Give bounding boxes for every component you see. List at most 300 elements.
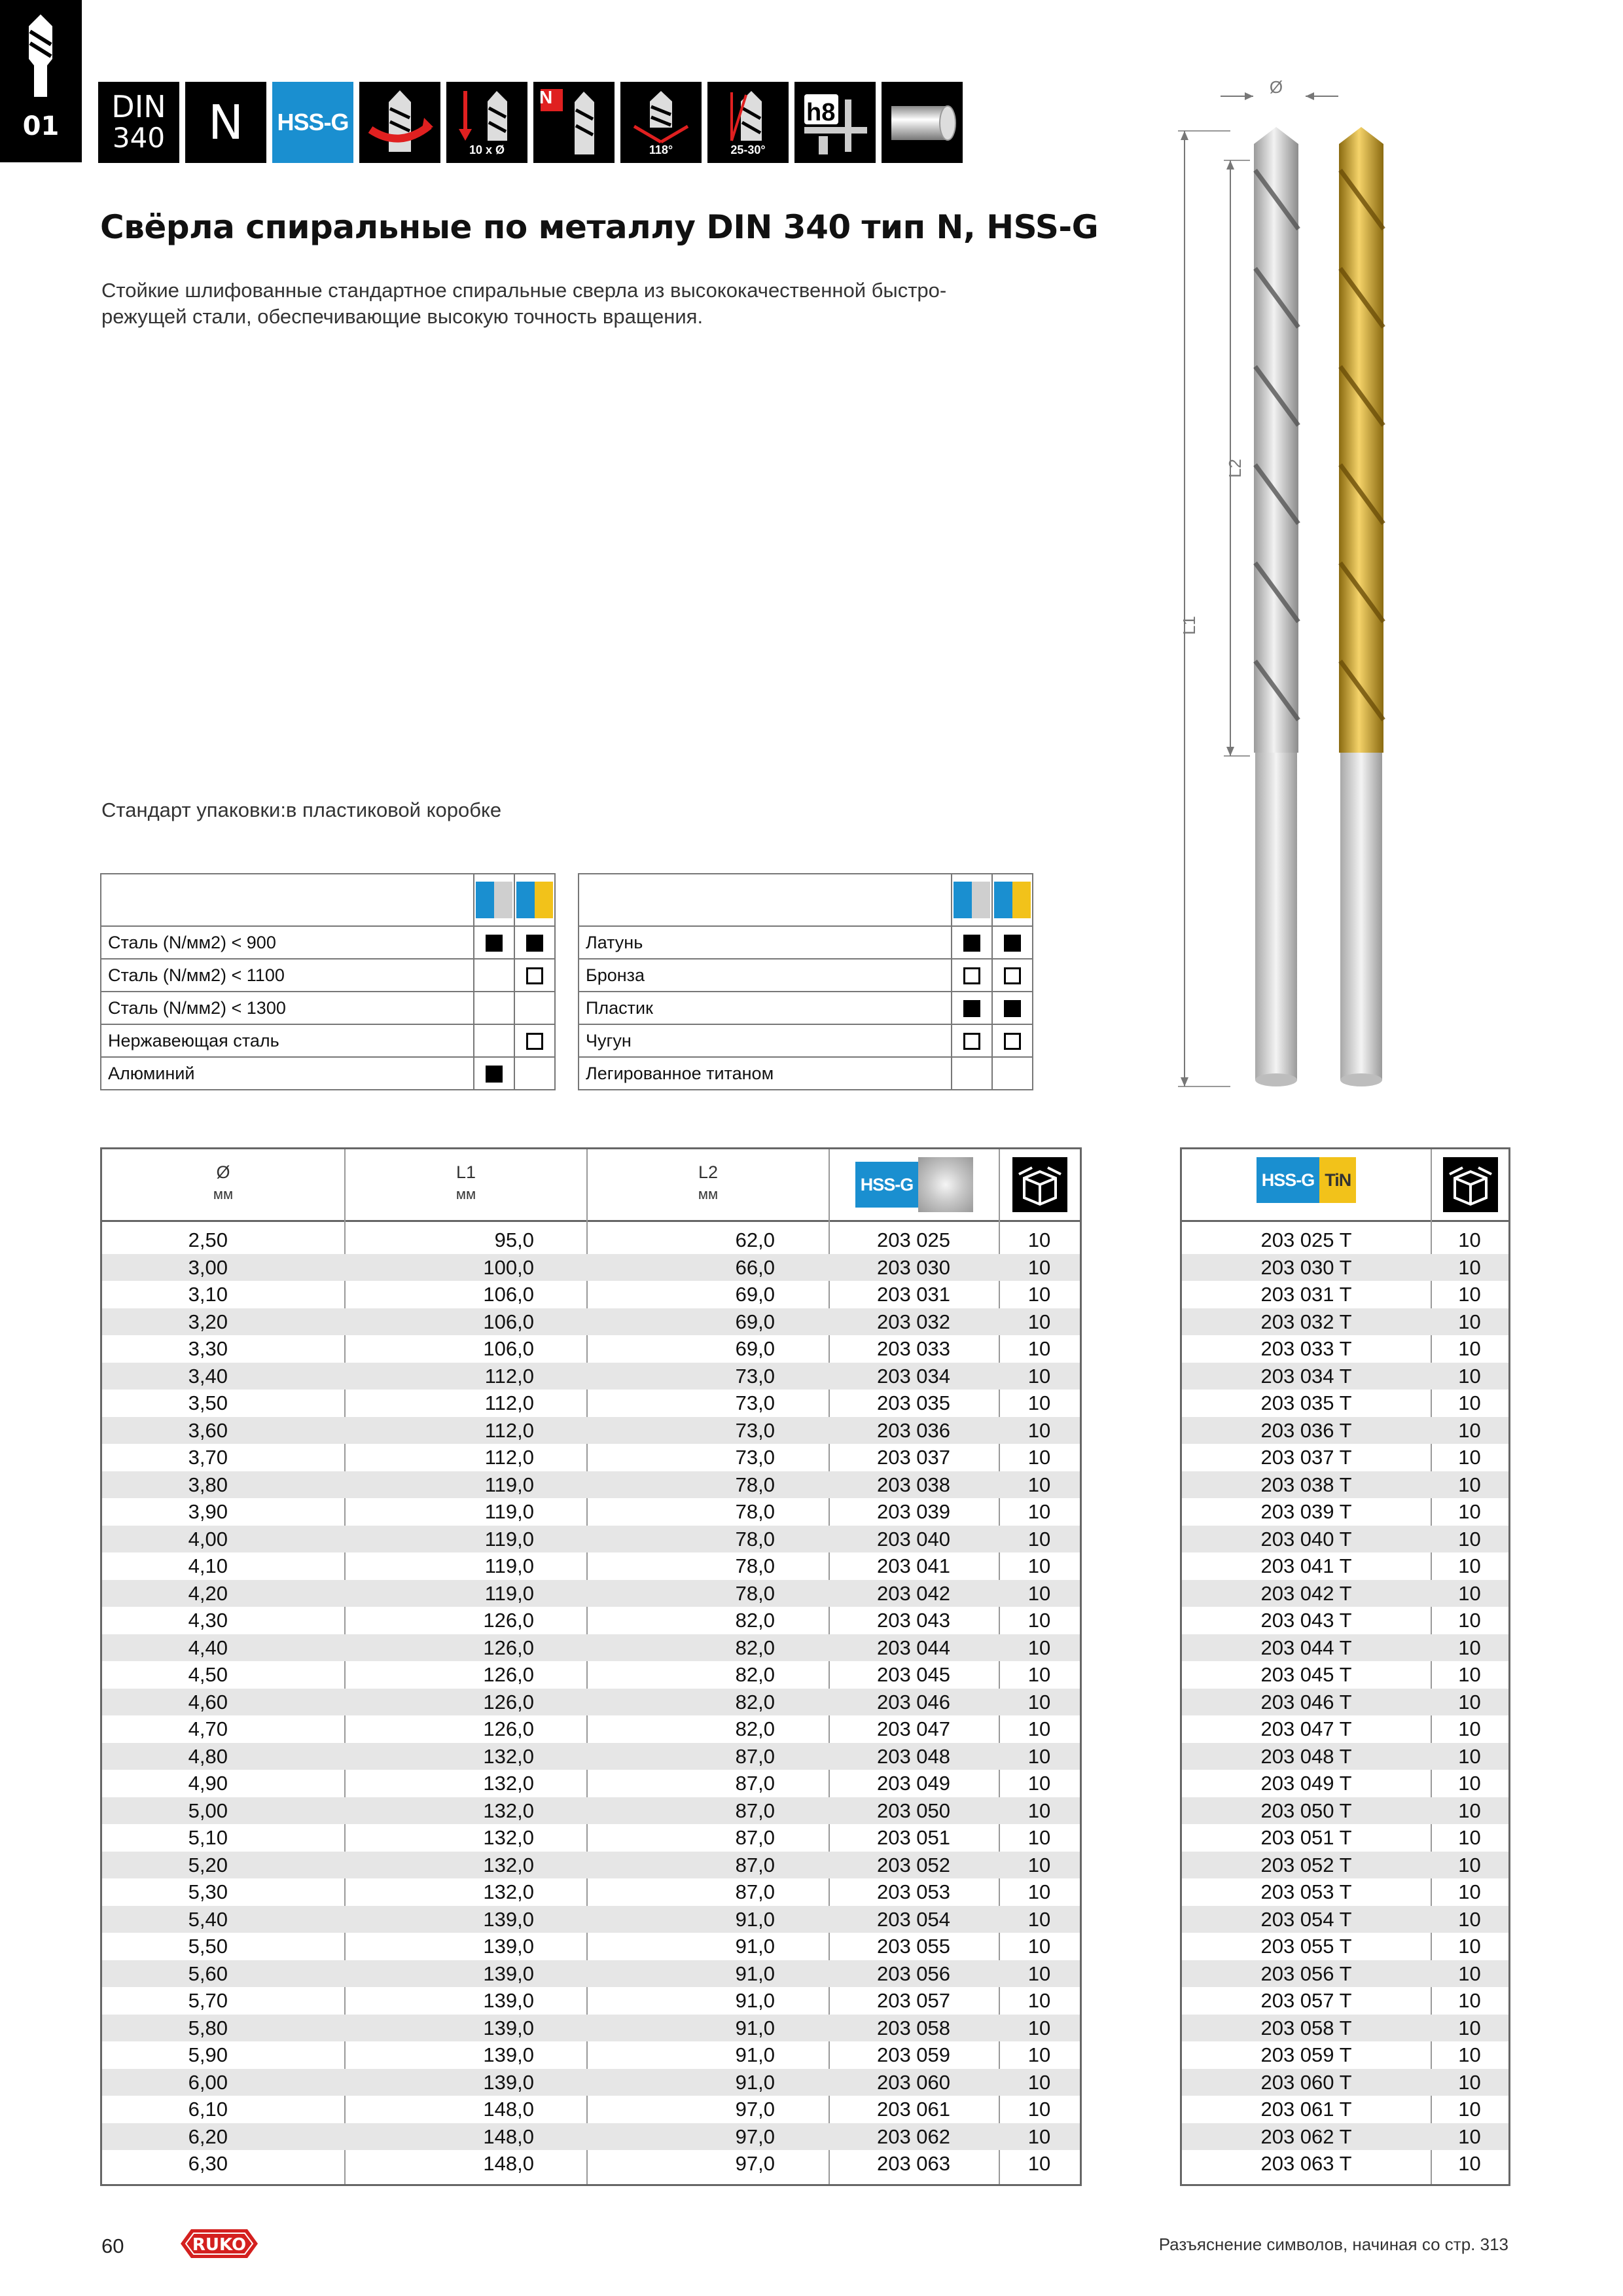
l1-cell: 126,0 [483,1690,534,1713]
l1-header-label: L1 [455,1162,476,1182]
l1-cell: 126,0 [483,1717,534,1740]
table-row [102,1308,1080,1336]
table-row [1182,1906,1508,1933]
suitable-mark [963,1033,980,1050]
qty-cell: 10 [1027,1364,1051,1388]
l1-cell: 119,0 [484,1473,534,1496]
article-cell: 203 037 [876,1446,951,1469]
tin-article-cell: 203 042 T [1260,1581,1352,1605]
article-cell: 203 040 [876,1527,951,1551]
diameter-cell: 3,20 [188,1310,228,1333]
tin-suitability-cell [992,959,1033,992]
l2-cell: 78,0 [735,1527,775,1551]
article-cell: 203 034 [876,1364,951,1388]
table-row [102,1824,1080,1852]
l1-header-unit: мм [455,1186,476,1202]
tin-article-cell: 203 035 T [1260,1391,1352,1414]
table-row [1182,1335,1508,1363]
table-row [1182,1227,1508,1254]
tin-swatch [994,882,1031,918]
table-row [102,1444,1080,1471]
qty-cell: 10 [1458,2016,1481,2039]
table-row [1182,1824,1508,1852]
tin-badge: TiN [1319,1157,1356,1203]
l1-cell: 139,0 [483,2070,534,2094]
point-angle-icon [620,82,702,163]
l1-cell: 95,0 [494,1229,534,1251]
article-cell: 203 032 [876,1310,951,1333]
material-name: Бронза [579,959,952,992]
l2-cell: 66,0 [735,1255,775,1279]
l1-cell: 132,0 [483,1772,534,1795]
hss-suitability-cell [474,959,514,992]
diameter-cell: 3,40 [188,1364,228,1388]
diameter-cell: 3,50 [188,1391,228,1414]
l2-cell: 91,0 [735,2043,775,2066]
recommended-mark [963,935,980,952]
tin-article-cell: 203 059 T [1260,2043,1352,2066]
l2-cell: 87,0 [735,1772,775,1795]
l2-cell: 82,0 [735,1690,775,1713]
table-row [102,1335,1080,1363]
table-row [102,1960,1080,1988]
qty-cell: 10 [1027,1772,1051,1795]
table-row [1182,1254,1508,1282]
table-row [102,1878,1080,1906]
diameter-cell: 3,30 [188,1337,228,1360]
qty-cell: 10 [1027,1554,1051,1577]
table-row [1182,1471,1508,1499]
hss-suitability-cell [952,992,992,1024]
diameter-cell: 3,90 [188,1500,228,1523]
table-row [1182,1634,1508,1662]
l2-header-unit: мм [698,1186,719,1202]
hss-g-column-header [829,1149,999,1220]
l1-cell: 132,0 [483,1880,534,1903]
tin-article-cell: 203 032 T [1260,1310,1352,1333]
suitable-mark [526,967,543,984]
article-cell: 203 031 [876,1283,951,1306]
din-number: 340 [112,122,166,154]
recommended-mark [1004,935,1021,952]
qty-cell: 10 [1027,1962,1051,1985]
helix-label: 25-30° [730,143,766,156]
l2-cell: 91,0 [735,2016,775,2039]
tin-article-cell: 203 040 T [1260,1527,1352,1551]
l2-label: L2 [1225,459,1245,478]
l2-cell: 87,0 [735,1826,775,1849]
l2-cell: 97,0 [735,2125,775,2148]
tin-article-cell: 203 052 T [1260,1853,1352,1876]
table-row [102,1743,1080,1770]
qty-cell: 10 [1027,1826,1051,1849]
table-row [102,1526,1080,1553]
diameter-cell: 4,30 [188,1609,228,1632]
table-row [102,1715,1080,1743]
table-row [1182,1390,1508,1417]
table-row [1182,1743,1508,1770]
tin-article-cell: 203 037 T [1260,1446,1352,1469]
qty-cell: 10 [1458,1962,1481,1985]
tin-article-cell: 203 050 T [1260,1799,1352,1822]
material-name: Легированное титаном [579,1057,952,1090]
article-cell: 203 059 [876,2043,951,2066]
qty-cell: 10 [1458,1853,1481,1876]
article-cell: 203 060 [876,2070,951,2094]
description-line-2: режущей стали, обеспечивающие высокую точность вращения. [101,305,704,328]
table-row [102,1498,1080,1526]
l2-cell: 87,0 [735,1880,775,1903]
article-cell: 203 063 [876,2152,951,2175]
tin-article-cell: 203 025 T [1260,1229,1352,1251]
tin-suitability-cell [514,1057,555,1090]
table-row [102,2123,1080,2151]
l1-cell: 126,0 [483,1636,534,1659]
article-cell: 203 046 [876,1690,951,1713]
din-label: DIN [111,89,166,124]
tin-suitability-cell [992,926,1033,959]
diameter-cell: 3,10 [188,1283,228,1306]
hss-g-icon [272,82,353,163]
helix-angle-icon [707,82,789,163]
diameter-cell: 3,70 [188,1446,228,1469]
tin-article-cell: 203 041 T [1260,1554,1352,1577]
hss-suitability-cell [952,926,992,959]
article-cell: 203 036 [876,1418,951,1442]
table-row [102,1797,1080,1825]
table-row [102,1281,1080,1308]
qty-cell: 10 [1027,2043,1051,2066]
l1-cell: 126,0 [483,1609,534,1632]
table-row [1182,2096,1508,2123]
recommended-mark [526,935,543,952]
tin-article-cell: 203 033 T [1260,1337,1352,1360]
qty-cell: 10 [1458,1663,1481,1686]
blank-header [101,874,474,926]
tin-column-header [1182,1149,1431,1220]
qty-cell: 10 [1458,1636,1481,1659]
material-row [101,1024,555,1057]
l1-cell: 139,0 [483,1935,534,1958]
diameter-cell: 5,70 [188,1989,228,2012]
table-row [1182,1281,1508,1308]
table-row [102,1634,1080,1662]
material-name: Чугун [579,1024,952,1057]
qty-cell: 10 [1458,1527,1481,1551]
l2-cell: 97,0 [735,2152,775,2175]
page-number: 60 [101,2234,124,2257]
qty-cell: 10 [1458,2152,1481,2175]
materials-header [101,874,555,926]
l2-cell: 78,0 [735,1554,775,1577]
diameter-header [102,1149,344,1220]
l1-header [344,1149,586,1220]
table-row [1182,1552,1508,1580]
packaging-note: Стандарт упаковки:в пластиковой коробке [101,798,502,821]
tin-article-cell: 203 046 T [1260,1690,1352,1713]
recommended-mark [486,1066,503,1083]
table-row [102,1471,1080,1499]
l1-cell: 112,0 [484,1418,534,1442]
type-badge-label: N [539,87,553,107]
qty-cell: 10 [1027,1229,1051,1251]
l1-label: L1 [1179,616,1199,635]
l1-cell: 112,0 [484,1446,534,1469]
material-name: Сталь (N/мм2) < 1300 [101,992,474,1024]
table-row [1182,1715,1508,1743]
article-cell: 203 030 [876,1255,951,1279]
tin-swatch-cell [514,874,555,926]
qty-cell: 10 [1027,1255,1051,1279]
depth-label: 10 x Ø [469,143,505,156]
table-row [102,2096,1080,2123]
table-row [102,1363,1080,1390]
table-row [1182,1607,1508,1634]
suitable-mark [1004,967,1021,984]
l1-cell: 148,0 [483,2098,534,2121]
article-cell: 203 062 [876,2125,951,2148]
qty-cell: 10 [1027,1473,1051,1496]
material-name: Алюминий [101,1057,474,1090]
l2-cell: 82,0 [735,1717,775,1740]
diameter-cell: 5,30 [188,1880,228,1903]
l1-cell: 132,0 [483,1853,534,1876]
box-icon [1012,1157,1067,1212]
qty-cell: 10 [1027,1527,1051,1551]
l1-cell: 139,0 [483,1907,534,1931]
qty-cell: 10 [1458,1310,1481,1333]
hss-g-badge: HSS-G [855,1162,919,1208]
tin-swatch [516,882,553,918]
tin-article-cell: 203 051 T [1260,1826,1352,1849]
qty-cell: 10 [1027,1717,1051,1740]
material-row [579,1057,1033,1090]
diameter-cell: 4,60 [188,1690,228,1713]
qty-cell: 10 [1458,1880,1481,1903]
article-cell: 203 054 [876,1907,951,1931]
diameter-cell: 6,30 [188,2152,228,2175]
article-cell: 203 035 [876,1391,951,1414]
diameter-cell: 5,00 [188,1799,228,1822]
qty-cell: 10 [1027,2125,1051,2148]
diameter-cell: 5,10 [188,1826,228,1849]
qty-cell: 10 [1027,1744,1051,1768]
l1-cell: 148,0 [483,2125,534,2148]
tolerance-label: h8 [806,99,836,126]
l1-cell: 139,0 [483,1989,534,2012]
material-row [579,1024,1033,1057]
table-row [102,1607,1080,1634]
qty-cell: 10 [1458,1229,1481,1251]
drill-illustration [1171,72,1420,1106]
table-row [1182,1498,1508,1526]
article-cell: 203 055 [876,1935,951,1958]
article-cell: 203 049 [876,1772,951,1795]
qty-cell: 10 [1458,2098,1481,2121]
table-row [1182,2150,1508,2178]
hss-suitability-cell [952,1024,992,1057]
article-cell: 203 025 [876,1229,951,1251]
qty-cell: 10 [1027,1799,1051,1822]
tin-swatch-cell [992,874,1033,926]
l1-cell: 139,0 [483,2016,534,2039]
diameter-cell: 6,00 [188,2070,228,2094]
table-row [1182,1580,1508,1607]
qty-cell: 10 [1458,1826,1481,1849]
diameter-cell: 3,60 [188,1418,228,1442]
table-row [1182,2069,1508,2096]
qty-cell: 10 [1027,2070,1051,2094]
l2-cell: 91,0 [735,1989,775,2012]
tin-article-cell: 203 054 T [1260,1907,1352,1931]
qty-cell: 10 [1458,1364,1481,1388]
article-cell: 203 051 [876,1826,951,1849]
qty-cell: 10 [1458,1989,1481,2012]
qty-cell: 10 [1458,1391,1481,1414]
diameter-cell: 5,20 [188,1853,228,1876]
l2-cell: 82,0 [735,1663,775,1686]
l1-cell: 106,0 [483,1310,534,1333]
hss-g-badge: HSS-G [1257,1157,1320,1203]
tin-article-cell: 203 049 T [1260,1772,1352,1795]
hss-swatch-cell [474,874,514,926]
l1-cell: 119,0 [484,1527,534,1551]
l2-header [586,1149,829,1220]
drill-icon [20,13,62,98]
article-cell: 203 050 [876,1799,951,1822]
qty-cell: 10 [1458,1717,1481,1740]
l1-cell: 132,0 [483,1744,534,1768]
article-cell: 203 056 [876,1962,951,1985]
package-qty-header [999,1149,1080,1220]
l2-cell: 73,0 [735,1391,775,1414]
diameter-cell: 6,10 [188,2098,228,2121]
table-row [1182,2041,1508,2069]
table-row [1182,2015,1508,2042]
material-name: Пластик [579,992,952,1024]
diameter-cell: 5,40 [188,1907,228,1931]
l2-cell: 87,0 [735,1799,775,1822]
qty-cell: 10 [1458,1907,1481,1931]
hss-suitability-cell [474,1057,514,1090]
material-name: Латунь [579,926,952,959]
qty-cell: 10 [1027,1636,1051,1659]
table-row [1182,1797,1508,1825]
drill-table-header [102,1149,1080,1222]
qty-cell: 10 [1027,1581,1051,1605]
rotation-icon [359,82,440,163]
tin-article-cell: 203 043 T [1260,1609,1352,1632]
recommended-mark [486,935,503,952]
tin-article-cell: 203 055 T [1260,1935,1352,1958]
l1-cell: 112,0 [484,1364,534,1388]
table-row [102,1906,1080,1933]
table-row [1182,1933,1508,1960]
type-n-icon [185,82,266,163]
l2-cell: 78,0 [735,1581,775,1605]
l1-cell: 106,0 [483,1337,534,1360]
material-row [579,959,1033,992]
diameter-cell: 4,80 [188,1744,228,1768]
article-cell: 203 058 [876,2016,951,2039]
angle-label: 118° [649,143,673,156]
article-cell: 203 042 [876,1581,951,1605]
hss-swatch [476,882,512,918]
l2-cell: 69,0 [735,1283,775,1306]
qty-cell: 10 [1027,1853,1051,1876]
qty-cell: 10 [1458,1744,1481,1768]
qty-cell: 10 [1458,1690,1481,1713]
tin-suitability-cell [992,1057,1033,1090]
diameter-label: Ø [1269,77,1283,97]
material-row [101,992,555,1024]
qty-cell: 10 [1027,1283,1051,1306]
diameter-header-label: Ø [216,1162,230,1182]
table-row [102,1852,1080,1879]
qty-cell: 10 [1458,1772,1481,1795]
table-row [102,2041,1080,2069]
table-row [1182,1852,1508,1879]
materials-table-right [578,873,1033,1090]
tin-suitability-cell [514,992,555,1024]
qty-cell: 10 [1027,1391,1051,1414]
material-row [101,959,555,992]
h8-tolerance-icon [794,82,876,163]
article-cell: 203 061 [876,2098,951,2121]
package-qty-header [1431,1149,1508,1220]
suitable-mark [963,967,980,984]
tin-article-cell: 203 057 T [1260,1989,1352,2012]
table-row [102,1417,1080,1444]
l1-cell: 119,0 [484,1554,534,1577]
article-cell: 203 047 [876,1717,951,1740]
l2-cell: 82,0 [735,1609,775,1632]
tin-article-cell: 203 036 T [1260,1418,1352,1442]
tin-suitability-cell [992,992,1033,1024]
tin-article-cell: 203 062 T [1260,2125,1352,2148]
l1-cell: 100,0 [483,1255,534,1279]
article-cell: 203 045 [876,1663,951,1686]
table-row [102,1254,1080,1282]
diameter-cell: 4,40 [188,1636,228,1659]
diameter-cell: 5,60 [188,1962,228,1985]
tin-article-cell: 203 031 T [1260,1283,1352,1306]
drill-table [100,1147,1082,2186]
diameter-cell: 5,50 [188,1935,228,1958]
tin-article-cell: 203 061 T [1260,2098,1352,2121]
diameter-header-unit: мм [213,1186,234,1202]
brand-name: RUKO [192,2235,247,2255]
materials-table-left [100,873,556,1090]
qty-cell: 10 [1027,2098,1051,2121]
l2-cell: 91,0 [735,1907,775,1931]
ruko-logo [177,2224,262,2263]
material-row [101,926,555,959]
qty-cell: 10 [1458,1446,1481,1469]
l2-cell: 91,0 [735,2070,775,2094]
tin-suitability-cell [514,1024,555,1057]
qty-cell: 10 [1458,1609,1481,1632]
tin-coated-drill [1339,127,1383,1086]
l1-cell: 132,0 [483,1799,534,1822]
qty-cell: 10 [1458,1337,1481,1360]
tin-article-cell: 203 045 T [1260,1663,1352,1686]
qty-cell: 10 [1027,1446,1051,1469]
table-row [102,2150,1080,2178]
table-row [102,2015,1080,2042]
tin-article-cell: 203 053 T [1260,1880,1352,1903]
tin-article-cell: 203 038 T [1260,1473,1352,1496]
